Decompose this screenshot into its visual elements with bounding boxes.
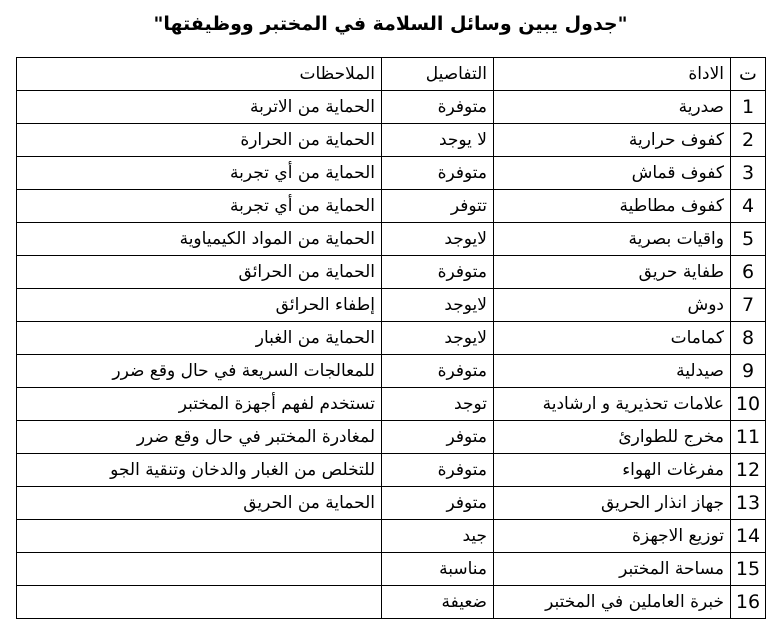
notes-cell: الحماية من الحرارة (17, 124, 382, 157)
tool-cell: مفرغات الهواء (494, 454, 731, 487)
details-cell: متوفر (382, 421, 494, 454)
row-number-cell: 14 (731, 520, 766, 553)
table-row (17, 322, 766, 355)
details-cell: جيد (382, 520, 494, 553)
row-number-cell: 5 (731, 223, 766, 256)
notes-cell (17, 520, 382, 553)
notes-cell: إطفاء الحرائق (17, 289, 382, 322)
row-number-cell: 13 (731, 487, 766, 520)
notes-cell (17, 553, 382, 586)
table-row (17, 553, 766, 586)
table-row (17, 124, 766, 157)
notes-cell: تستخدم لفهم أجهزة المختبر (17, 388, 382, 421)
details-cell: توجد (382, 388, 494, 421)
notes-cell (17, 586, 382, 619)
tool-cell: صدرية (494, 91, 731, 124)
notes-cell: الحماية من الحريق (17, 487, 382, 520)
details-cell: متوفر (382, 487, 494, 520)
table-row (17, 223, 766, 256)
row-number-cell: 12 (731, 454, 766, 487)
details-cell: تتوفر (382, 190, 494, 223)
tool-cell: علامات تحذيرية و ارشادية (494, 388, 731, 421)
table-row (17, 421, 766, 454)
details-cell: لايوجد (382, 223, 494, 256)
safety-equipment-table (16, 57, 766, 619)
row-number-cell: 9 (731, 355, 766, 388)
notes-cell: الحماية من الاتربة (17, 91, 382, 124)
row-number-cell: 16 (731, 586, 766, 619)
table-row (17, 586, 766, 619)
details-cell: متوفرة (382, 454, 494, 487)
table-row (17, 454, 766, 487)
table-row (17, 487, 766, 520)
table-row (17, 388, 766, 421)
table-row (17, 355, 766, 388)
tool-cell: واقيات بصرية (494, 223, 731, 256)
details-cell: متوفرة (382, 355, 494, 388)
notes-cell: الحماية من الحرائق (17, 256, 382, 289)
details-cell: لايوجد (382, 289, 494, 322)
tool-cell: جهاز انذار الحريق (494, 487, 731, 520)
tool-cell: توزيع الاجهزة (494, 520, 731, 553)
safety-table-container (16, 57, 766, 619)
row-number-cell: 4 (731, 190, 766, 223)
table-row (17, 157, 766, 190)
tool-cell: كمامات (494, 322, 731, 355)
row-number-cell: 2 (731, 124, 766, 157)
header-tool: الاداة (494, 58, 731, 91)
row-number-cell: 11 (731, 421, 766, 454)
tool-cell: مساحة المختبر (494, 553, 731, 586)
notes-cell: للمعالجات السريعة في حال وقع ضرر (17, 355, 382, 388)
tool-cell: دوش (494, 289, 731, 322)
header-notes: الملاحظات (17, 58, 382, 91)
details-cell: لايوجد (382, 322, 494, 355)
details-cell: متوفرة (382, 91, 494, 124)
notes-cell: لمغادرة المختبر في حال وقع ضرر (17, 421, 382, 454)
row-number-cell: 1 (731, 91, 766, 124)
row-number-cell: 7 (731, 289, 766, 322)
row-number-cell: 6 (731, 256, 766, 289)
tool-cell: خبرة العاملين في المختبر (494, 586, 731, 619)
row-number-cell: 8 (731, 322, 766, 355)
tool-cell: مخرج للطوارئ (494, 421, 731, 454)
table-row (17, 91, 766, 124)
details-cell: متوفرة (382, 256, 494, 289)
tool-cell: صيدلية (494, 355, 731, 388)
details-cell: مناسبة (382, 553, 494, 586)
notes-cell: الحماية من الغبار (17, 322, 382, 355)
table-row (17, 256, 766, 289)
row-number-cell: 10 (731, 388, 766, 421)
tool-cell: كفوف مطاطية (494, 190, 731, 223)
details-cell: ضعيفة (382, 586, 494, 619)
page-title: "جدول يبين وسائل السلامة في المختبر ووظيفتها" (153, 13, 628, 35)
notes-cell: الحماية من المواد الكيمياوية (17, 223, 382, 256)
row-number-cell: 15 (731, 553, 766, 586)
tool-cell: كفوف حرارية (494, 124, 731, 157)
header-details: التفاصيل (382, 58, 494, 91)
table-row (17, 289, 766, 322)
row-number-cell: 3 (731, 157, 766, 190)
notes-cell: للتخلص من الغبار والدخان وتنقية الجو (17, 454, 382, 487)
tool-cell: كفوف قماش (494, 157, 731, 190)
header-number: ت (731, 58, 766, 91)
details-cell: متوفرة (382, 157, 494, 190)
notes-cell: الحماية من أي تجربة (17, 190, 382, 223)
table-row (17, 190, 766, 223)
notes-cell: الحماية من أي تجربة (17, 157, 382, 190)
tool-cell: طفاية حريق (494, 256, 731, 289)
details-cell: لا يوجد (382, 124, 494, 157)
table-header-row (17, 58, 766, 91)
table-row (17, 520, 766, 553)
